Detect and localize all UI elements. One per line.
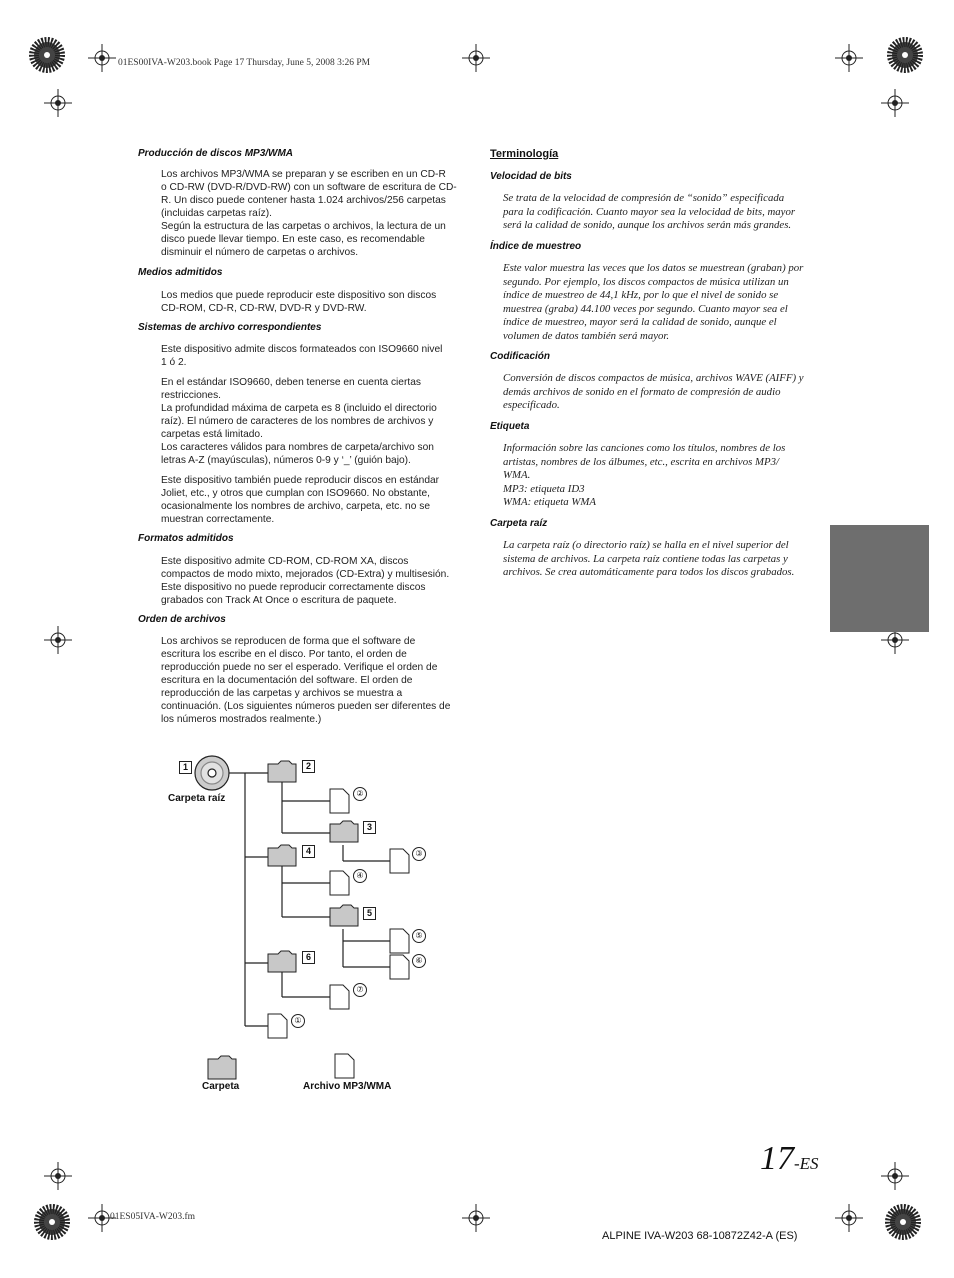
file-number-2: ② (353, 787, 367, 801)
term-title-tag: Etiqueta (490, 421, 530, 432)
paragraph-filesystems-3: Este dispositivo también puede reproducir discos en estándar Joliet, etc., y otros que cumplan con ISO9660. No obstante, ocasionalmente los nombres de archivo, carpeta, etc. no se muestran correctamente. (161, 475, 440, 525)
root-folder-label: Carpeta raíz (168, 793, 226, 804)
file-number-4: ④ (353, 869, 367, 883)
term-title-encoding: Codificación (490, 351, 551, 362)
folder-icon (268, 845, 296, 866)
paragraph-media: Los medios que puede reproducir este dispositivo son discos CD-ROM, CD-R, CD-RW, DVD-R y DVD-RW. (161, 290, 437, 314)
folder-number-6: 6 (302, 951, 315, 964)
term-title-root: Carpeta raíz (490, 518, 548, 529)
section-title-formats: Formatos admitidos (138, 533, 234, 544)
footer-file: 01ES05IVA-W203.fm (110, 1212, 196, 1222)
legend-folder-icon (208, 1056, 236, 1079)
folder-number-2: 2 (302, 760, 315, 773)
section-title-order: Orden de archivos (138, 614, 226, 625)
section-title-media: Medios admitidos (138, 267, 223, 278)
legend-folder-label: Carpeta (202, 1081, 240, 1092)
term-text-sampling: Este valor muestra las veces que los datos se muestrean (graban) por segundo. Por ejemplo, los discos compactos de música utilizan un índice de muestreo de 44,1 kHz, por lo que el nivel de sonido se muestrea (graba) 44.100 veces por segundo. Cuanto mayor sea el índice de muestreo, mayor será la calidad de sonido, aunque el volumen de datos también será mayor. (503, 262, 804, 342)
file-icon (390, 849, 409, 873)
file-icon (390, 929, 409, 953)
file-number-3: ③ (412, 847, 426, 861)
folder-number-5: 5 (363, 907, 376, 920)
file-number-7: ⑦ (353, 983, 367, 997)
page-number-value: 17 (760, 1140, 794, 1177)
folder-icon (268, 761, 296, 782)
legend-file-icon (335, 1054, 354, 1078)
term-text-bitrate: Se trata de la velocidad de compresión de “sonido” especificada para la codificación. Cuanto mayor sea la velocidad de bits, mayor será la calidad de sonido, aunque los archivos serán más grandes. (503, 192, 796, 232)
page-number-suffix: -ES (794, 1154, 819, 1173)
term-title-bitrate: Velocidad de bits (490, 171, 572, 182)
term-title-sampling: Índice de muestreo (490, 241, 582, 252)
folder-icon (330, 821, 358, 842)
file-icon (330, 789, 349, 813)
paragraph-formats: Este dispositivo admite CD-ROM, CD-ROM XA, discos compactos de modo mixto, mejorados (CD-Extra) y multisesión. Este dispositivo no puede reproducir correctamente discos grabados con Track At Once o escritura de paquete. (161, 556, 450, 606)
folder-number-1: 1 (179, 761, 192, 774)
term-text-encoding: Conversión de discos compactos de música, archivos WAVE (AIFF) y demás archivos de sonido en el formato de compresión de audio especificado. (503, 372, 804, 412)
file-number-1: ① (291, 1014, 305, 1028)
folder-icon (330, 905, 358, 926)
legend-file-label: Archivo MP3/WMA (303, 1081, 392, 1092)
book-header: 01ES00IVA-W203.book Page 17 Thursday, June 5, 2008 3:26 PM (118, 58, 371, 68)
folder-icon (268, 951, 296, 972)
folder-number-4: 4 (302, 845, 315, 858)
paragraph-production: Los archivos MP3/WMA se preparan y se escriben en un CD-R o CD-RW (DVD-R/DVD-RW) con un software de escritura de CD- R. Un disco puede contener hasta 1.024 archivos/256 carpetas (incluidas carpetas raíz). Según la estructura de las carpetas o archivos, la lectura de un disco puede llevar tiempo. En este caso, es recomendable disminuir el número de carpetas o archivos. (161, 169, 457, 258)
page-number (760, 1140, 819, 1178)
section-title-production: Producción de discos MP3/WMA (138, 148, 294, 159)
file-icon (330, 985, 349, 1009)
file-number-5: ⑤ (412, 929, 426, 943)
folder-number-3: 3 (363, 821, 376, 834)
paragraph-filesystems-2: En el estándar ISO9660, deben tenerse en cuenta ciertas restricciones. La profundidad máxima de carpeta es 8 (incluido el directorio raíz). El número de caracteres de los nombres de archivos y carpetas está limitado. Los caracteres válidos para nombres de carpeta/archivo son letras A-Z (mayúsculas), números 0-9 y ‘_’ (guión bajo). (161, 377, 437, 466)
paragraph-order: Los archivos se reproducen de forma que el software de escritura los escribe en el disco. Por tanto, el orden de reproducción puede no ser el esperado. Verifique el orden de escritura en la documentación del software. El orden de reproducción de las carpetas y archivos se muestra a continuación. (Los siguientes números pueden ser diferentes de los números mostrados realmente.) (161, 636, 451, 725)
file-number-6: ⑥ (412, 954, 426, 968)
term-text-root: La carpeta raíz (o directorio raíz) se halla en el nivel superior del sistema de archivos. La carpeta raíz contiene todas las carpetas y archivos. Se crea automáticamente para todos los discos grabados. (503, 539, 795, 579)
file-icon (390, 955, 409, 979)
paragraph-filesystems-1: Este dispositivo admite discos formateados con ISO9660 nivel 1 ó 2. (161, 344, 443, 368)
term-text-tag: Información sobre las canciones como los títulos, nombres de los artistas, nombres de los álbumes, etc., escrita en archivos MP3/ WMA. MP3: etiqueta ID3 WMA: etiqueta WMA (503, 442, 786, 509)
footer-model: ALPINE IVA-W203 68-10872Z42-A (ES) (602, 1230, 798, 1242)
section-title-filesystems: Sistemas de archivo correspondientes (138, 322, 322, 333)
file-icon (330, 871, 349, 895)
file-icon (268, 1014, 287, 1038)
terminology-title: Terminología (490, 148, 559, 160)
